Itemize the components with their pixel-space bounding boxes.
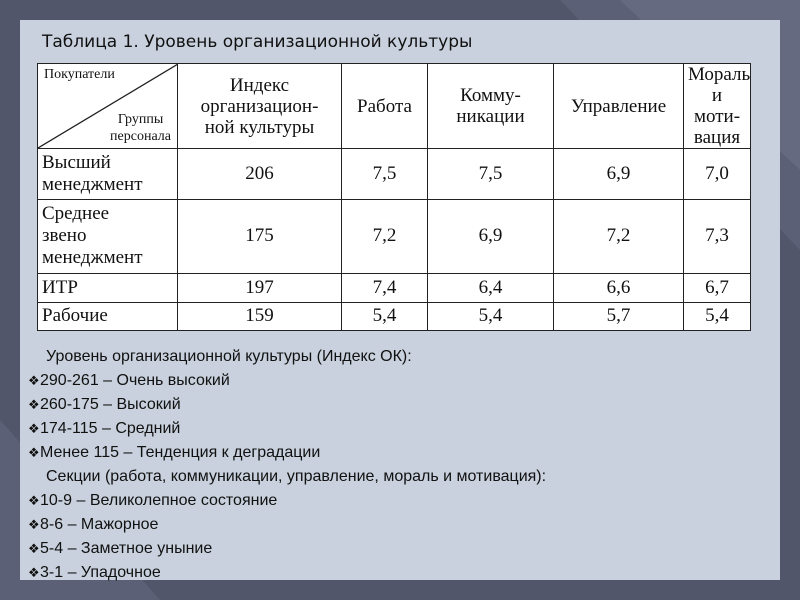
row-label-workers: Рабочие [38, 302, 178, 330]
table-row [38, 149, 751, 200]
diamond-bullet-icon: ❖ [28, 517, 40, 532]
list-item: ❖10-9 – Великолепное состояние [28, 489, 768, 513]
row-label-middle-management: Среднее звено менеджмент [38, 199, 178, 274]
table-cell: 6,4 [428, 274, 554, 302]
org-culture-table [37, 63, 751, 331]
table-cell: 5,4 [342, 302, 428, 330]
table-cell: 7,4 [342, 274, 428, 302]
corner-cell [38, 64, 178, 149]
table-cell: 5,7 [554, 302, 684, 330]
table-row [38, 302, 751, 330]
table-cell: 5,4 [684, 302, 751, 330]
diamond-bullet-icon: ❖ [28, 493, 40, 508]
row-label-top-management: Высший менеджмент [38, 149, 178, 200]
corner-label-groups: Группы персонала [110, 112, 171, 144]
slide-title: Таблица 1. Уровень организационной культуры [42, 32, 473, 52]
diamond-bullet-icon: ❖ [28, 397, 40, 412]
table-cell: 197 [178, 274, 342, 302]
list-item: ❖260-175 – Высокий [28, 393, 768, 417]
col-header-morale: Мораль и моти- вация [684, 64, 751, 149]
diamond-bullet-icon: ❖ [28, 541, 40, 556]
table-cell: 6,9 [554, 149, 684, 200]
list-item: ❖174-115 – Средний [28, 417, 768, 441]
col-header-management: Управление [554, 64, 684, 149]
diamond-bullet-icon: ❖ [28, 373, 40, 388]
table-row [38, 199, 751, 274]
diamond-bullet-icon: ❖ [28, 445, 40, 460]
table-cell: 7,0 [684, 149, 751, 200]
col-header-communications: Комму- никации [428, 64, 554, 149]
ok-index-heading: Уровень организационной культуры (Индекс ОК): [46, 348, 412, 365]
diamond-bullet-icon: ❖ [28, 421, 40, 436]
table-header-row [38, 64, 751, 149]
table-cell: 206 [178, 149, 342, 200]
table-cell: 5,4 [428, 302, 554, 330]
diamond-bullet-icon: ❖ [28, 565, 40, 580]
table-cell: 159 [178, 302, 342, 330]
corner-label-buyers: Покупатели [44, 67, 115, 82]
table-container [37, 63, 750, 331]
table-row [38, 274, 751, 302]
table-cell: 7,2 [342, 199, 428, 274]
table-cell: 6,9 [428, 199, 554, 274]
table-cell: 175 [178, 199, 342, 274]
table-cell: 7,2 [554, 199, 684, 274]
slide [20, 20, 780, 580]
col-header-work: Работа [342, 64, 428, 149]
table-cell: 6,7 [684, 274, 751, 302]
table-cell: 7,5 [428, 149, 554, 200]
list-item: ❖5-4 – Заметное уныние [28, 537, 768, 561]
table-cell: 7,3 [684, 199, 751, 274]
list-item: ❖3-1 – Упадочное [28, 561, 768, 585]
list-item: ❖Менее 115 – Тенденция к деградации [28, 441, 768, 465]
list-item: ❖8-6 – Мажорное [28, 513, 768, 537]
list-item: ❖290-261 – Очень высокий [28, 369, 768, 393]
row-label-engineers: ИТР [38, 274, 178, 302]
sections-heading: Секции (работа, коммуникации, управление, мораль и мотивация): [46, 468, 547, 485]
table-cell: 6,6 [554, 274, 684, 302]
legend-notes [28, 345, 768, 585]
col-header-index: Индекс организацион- ной культуры [178, 64, 342, 149]
table-cell: 7,5 [342, 149, 428, 200]
